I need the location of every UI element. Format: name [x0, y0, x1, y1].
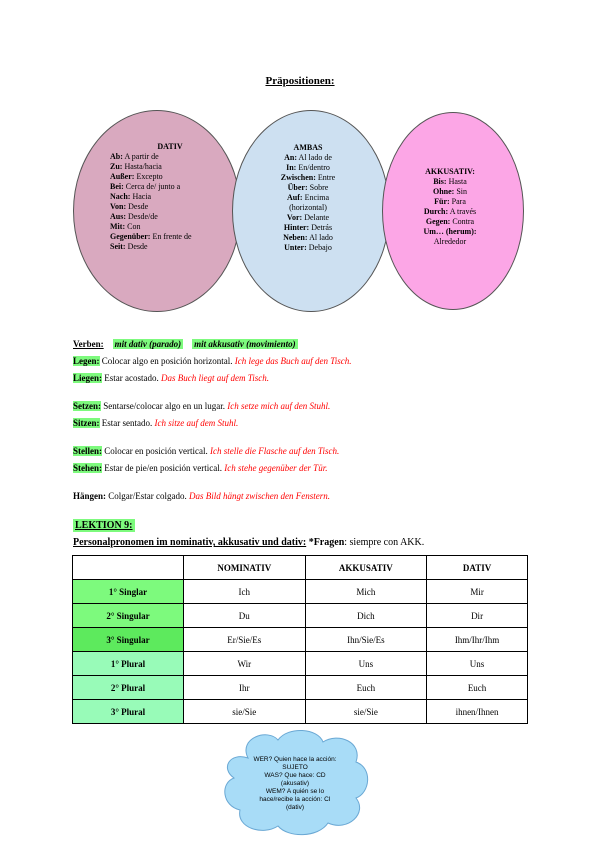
preposition-item: Von: Desde	[110, 202, 149, 211]
cloud-line: SUJETO	[282, 764, 308, 771]
preposition-item: Aus: Desde/de	[110, 212, 158, 221]
preposition-item: Unter: Debajo	[284, 243, 332, 252]
verbs-header	[73, 336, 533, 353]
table-cell: sie/Sie	[305, 700, 427, 724]
preposition-item: Bei: Cerca de/ junto a	[110, 182, 181, 191]
preposition-item: Seit: Desde	[110, 242, 148, 251]
preposition-item: Über: Sobre	[287, 183, 329, 192]
preposition-item: Nach: Hacia	[110, 192, 152, 201]
dativ-list	[110, 142, 230, 252]
col-dativ: DATIV	[427, 556, 528, 580]
table-row	[73, 676, 528, 700]
table-cell: Mir	[427, 580, 528, 604]
table-row	[73, 604, 528, 628]
preposition-item: Zwischen: Entre	[280, 173, 336, 182]
verbs-section	[73, 336, 533, 505]
table-cell: Du	[184, 604, 306, 628]
table-cell: Euch	[305, 676, 427, 700]
cloud-line: WER? Quien hace la acción:	[253, 756, 337, 763]
akkusativ-heading: AKKUSATIV:	[425, 167, 475, 176]
table-cell: Euch	[427, 676, 528, 700]
cloud-note	[234, 756, 356, 812]
table-cell: Uns	[427, 652, 528, 676]
row-label: 1° Plural	[73, 652, 184, 676]
table-cell: sie/Sie	[184, 700, 306, 724]
ambas-list	[258, 143, 358, 253]
preposition-item: (horizontal)	[289, 203, 327, 212]
col-nominativ: NOMINATIV	[184, 556, 306, 580]
preposition-item: Vor: Delante	[286, 213, 330, 222]
preposition-item: Zu: Hasta/hacia	[110, 162, 162, 171]
row-label: 3° Singular	[73, 628, 184, 652]
table-row	[73, 652, 528, 676]
row-label: 3° Plural	[73, 700, 184, 724]
pronoun-table	[72, 555, 528, 724]
preposition-item: Auf: Encima	[287, 193, 329, 202]
preposition-item: An: Al lado de	[284, 153, 332, 162]
table-row	[73, 700, 528, 724]
table-cell: Mich	[305, 580, 427, 604]
preposition-item: Ab: A partir de	[110, 152, 159, 161]
table-cell: Ihn/Sie/Es	[305, 628, 427, 652]
tag-dativ: mit dativ (parado)	[114, 339, 182, 349]
verb-stellen: Stellen: Colocar en posición vertical. Ich stelle die Flasche auf den Tisch.	[73, 446, 340, 456]
verb-liegen: Liegen: Estar acostado. Das Buch liegt auf dem Tisch.	[73, 373, 269, 383]
table-cell: Wir	[184, 652, 306, 676]
tag-akkusativ: mit akkusativ (movimiento)	[194, 339, 296, 349]
verb-setzen: Setzen: Sentarse/colocar algo en un lugar. Ich setze mich auf den Stuhl.	[73, 401, 331, 411]
cloud-line: (dativ)	[285, 804, 305, 811]
preposition-item: Mit: Con	[110, 222, 141, 231]
cloud-line: hace/recibe la acción: CI	[259, 796, 331, 803]
table-row	[73, 628, 528, 652]
verbs-heading: Verben:	[73, 339, 104, 349]
row-label: 2° Singular	[73, 604, 184, 628]
table-row	[73, 580, 528, 604]
table-header-row	[73, 556, 528, 580]
table-cell: Ihr	[184, 676, 306, 700]
dativ-heading: DATIV	[157, 142, 183, 151]
verb-legen: Legen: Colocar algo en posición horizontal. Ich lege das Buch auf den Tisch.	[73, 356, 352, 366]
verb-sitzen: Sitzen: Estar sentado. Ich sitze auf dem Stuhl.	[73, 418, 239, 428]
row-label: 1° Singlar	[73, 580, 184, 604]
table-cell: ihnen/Ihnen	[427, 700, 528, 724]
preposition-item: Durch: A través	[423, 207, 477, 216]
col-akkusativ: AKKUSATIV	[305, 556, 427, 580]
table-cell: Er/Sie/Es	[184, 628, 306, 652]
verb-stehen: Stehen: Estar de pie/en posición vertical. Ich stehe gegenüber der Tür.	[73, 463, 328, 473]
pronoun-subtitle: Personalpronomen im nominativ, akkusativ und dativ: *Fragen: siempre con AKK.	[73, 537, 425, 548]
ambas-heading: AMBAS	[293, 143, 323, 152]
table-cell: Ihm/Ihr/Ihm	[427, 628, 528, 652]
table-cell: Uns	[305, 652, 427, 676]
page-title: Präpositionen:	[265, 75, 335, 87]
verb-haengen: Hängen: Colgar/Estar colgado. Das Bild hängt zwischen den Fenstern.	[73, 491, 330, 501]
cloud-line: WAS? Que hace: CD	[264, 772, 326, 779]
cloud-line: WEM? A quién se lo	[265, 788, 325, 795]
preposition-item: Um… (herum):	[423, 227, 477, 236]
row-label: 2° Plural	[73, 676, 184, 700]
preposition-item: Für: Para	[434, 197, 466, 206]
table-cell: Dich	[305, 604, 427, 628]
lektion-heading: LEKTION 9:	[75, 520, 133, 531]
table-cell: Ich	[184, 580, 306, 604]
preposition-item: Bis: Hasta	[433, 177, 467, 186]
preposition-item: In: En/dentro	[286, 163, 330, 172]
preposition-item: Neben: Al lado	[283, 233, 333, 242]
preposition-item: Gegenüber: En frente de	[110, 232, 192, 241]
akkusativ-list	[400, 167, 500, 247]
preposition-item: Außer: Excepto	[110, 172, 163, 181]
preposition-item: Hinter: Detrás	[283, 223, 333, 232]
cloud-line: (akusativ)	[280, 780, 310, 787]
preposition-item: Alrededor	[433, 237, 467, 246]
preposition-item: Gegen: Contra	[425, 217, 475, 226]
table-cell: Dir	[427, 604, 528, 628]
preposition-item: Ohne: Sin	[432, 187, 467, 196]
